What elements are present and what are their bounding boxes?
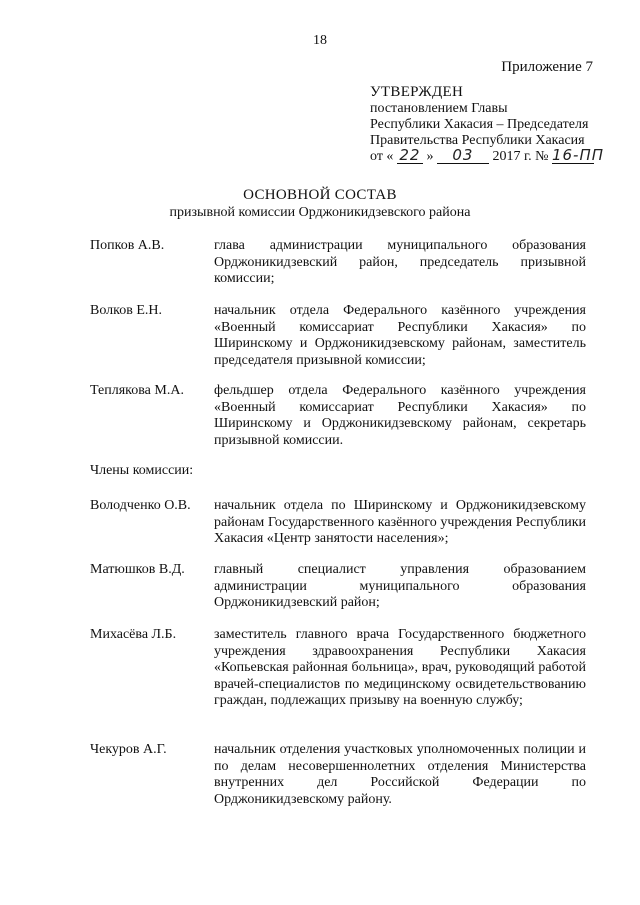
handwritten-month: 03 (452, 146, 474, 164)
date-mid: » (426, 149, 434, 164)
member-role: главный специалист управления образованием администрации муниципального образования Орджоникидзевский район; (214, 562, 586, 610)
document-subtitle: призывной комиссии Орджоникидзевского района (169, 205, 471, 220)
member-role: заместитель главного врача Государственного бюджетного учреждения здравоохранения Республики Хакасия «Копьевская районная больница», врач, руководящий работой врачей-специалистов по медицинскому освидетельствованию граждан, подлежащих призыву на военную службу; (214, 627, 586, 708)
member-role: фельдшер отдела Федерального казённого учреждения «Военный комиссариат Республики Хакасия» по Ширинскому и Орджоникидзевскому районам, секретарь призывной комиссии. (214, 383, 586, 448)
handwritten-day: 22 (399, 146, 421, 164)
appendix-label: Приложение 7 (501, 59, 593, 75)
document-title: ОСНОВНОЙ СОСТАВ (243, 187, 397, 203)
approval-date-line (370, 146, 605, 165)
member-name: Волков Е.Н. (90, 303, 163, 318)
member-role: глава администрации муниципального образования Орджоникидзевский район, председатель призывной комиссии; (214, 238, 586, 286)
approval-title: УТВЕРЖДЕН (370, 84, 464, 100)
member-name: Попков А.В. (90, 238, 165, 253)
page-number: 18 (313, 33, 327, 48)
handwritten-number: 16-ПП (551, 146, 605, 164)
member-name: Володченко О.В. (90, 498, 191, 513)
members-label: Члены комиссии: (90, 463, 194, 478)
member-name: Чекуров А.Г. (90, 742, 167, 757)
approval-line-3: Правительства Республики Хакасия (370, 133, 585, 148)
member-role: начальник отдела по Ширинскому и Орджоникидзевскому районам Государственного казённого учреждения Республики Хакасия «Центр занятости населения»; (214, 498, 586, 546)
approval-block (370, 84, 605, 165)
member-name: Матюшков В.Д. (90, 562, 185, 577)
member-role: начальник отделения участковых уполномоченных полиции и по делам несовершеннолетних отделения Министерства внутренних дел Российской Федерации по Орджоникидзевскому району. (214, 742, 586, 807)
member-name: Михасёва Л.Б. (90, 627, 177, 642)
date-prefix: от « (370, 149, 394, 164)
approval-line-2: Республики Хакасия – Председателя (370, 117, 589, 132)
date-year: 2017 г. № (492, 149, 549, 164)
member-name: Теплякова М.А. (90, 383, 184, 398)
date-month-field (437, 146, 489, 164)
decree-number-field (551, 146, 605, 164)
approval-line-1: постановлением Главы (370, 101, 508, 116)
date-day-field (397, 146, 423, 164)
member-role: начальник отдела Федерального казённого учреждения «Военный комиссариат Республики Хакасия» по Ширинскому и Орджоникидзевскому районам, заместитель председателя призывной комиссии; (214, 303, 586, 368)
